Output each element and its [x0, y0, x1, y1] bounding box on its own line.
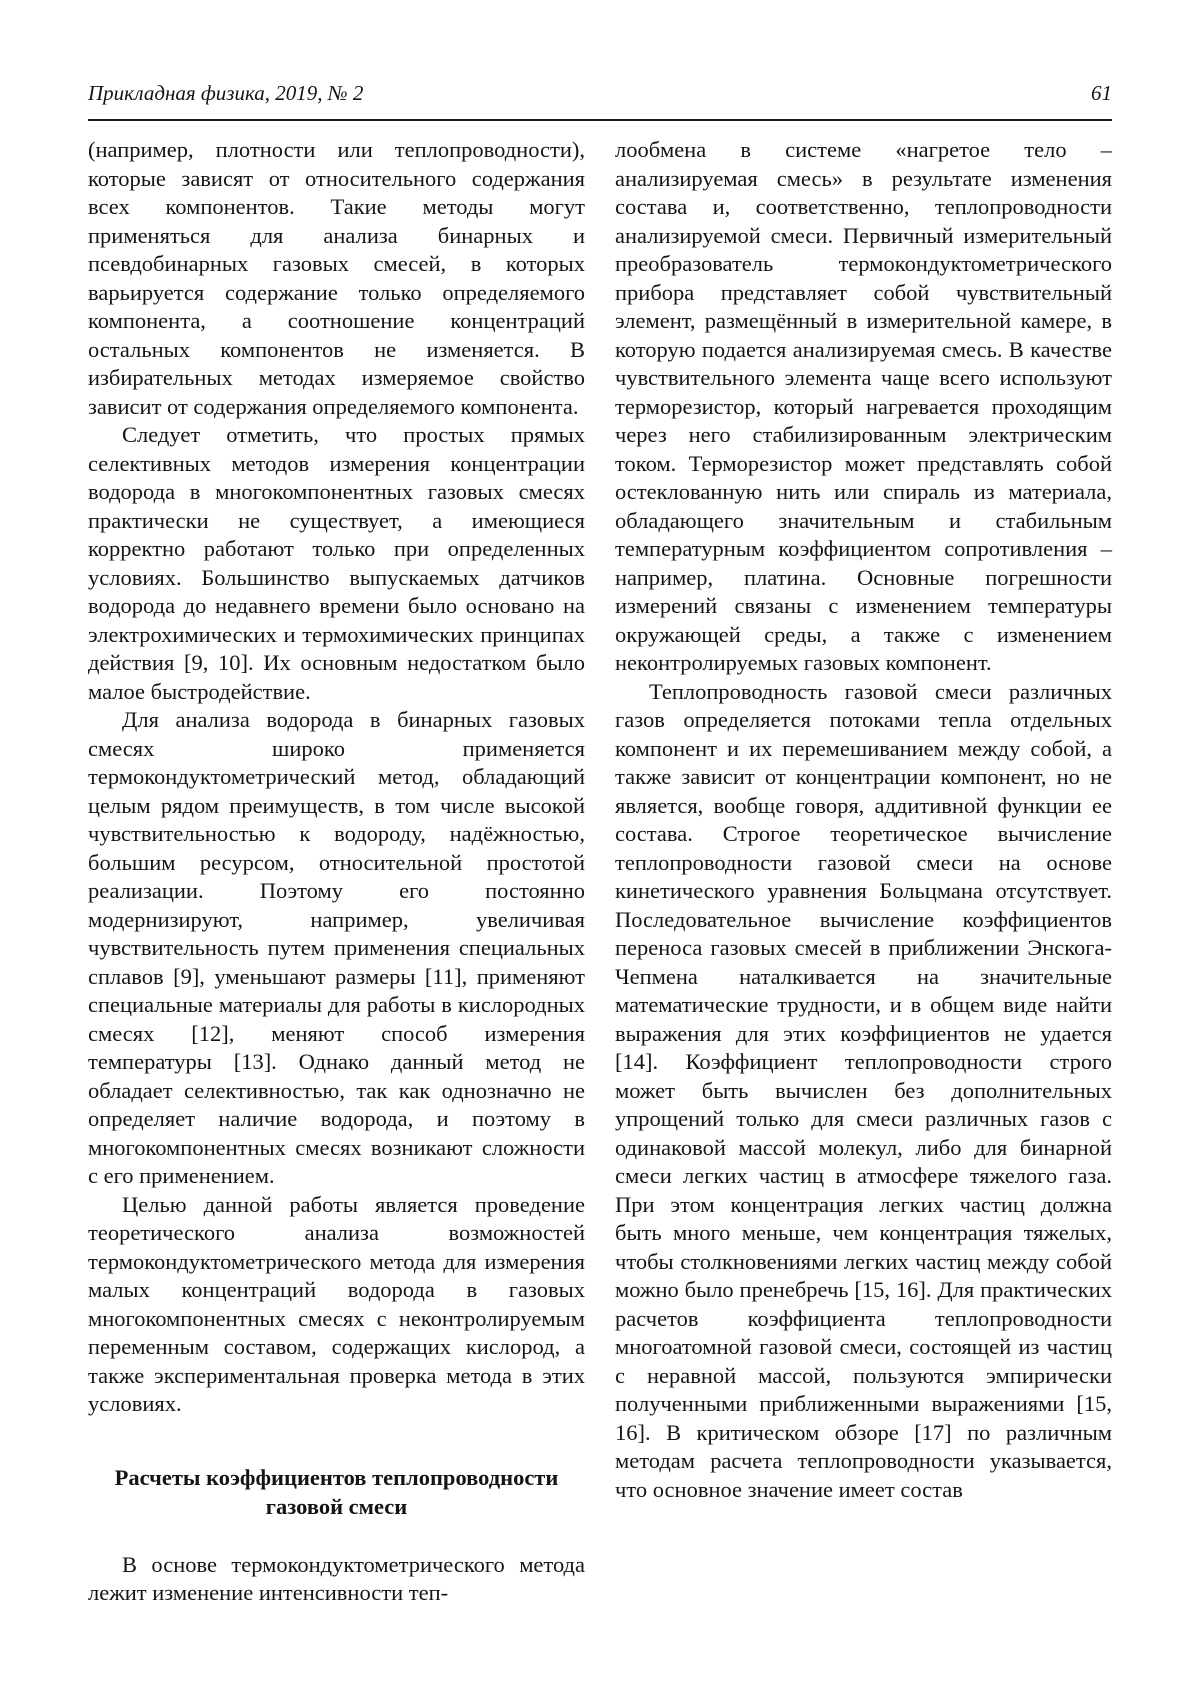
paragraph-continuation: лообмена в системе «нагретое тело – анализируемая смесь» в результате изменения состава и, соответственно, теплопроводности анализируемой смеси. Первичный измерительный преобразователь термокондуктометрического прибора представляет собой чувствительный элемент, размещённый в измерительной камере, в которую подается анализируемая смесь. В качестве чувствительного элемента чаще всего используют терморезистор, который нагревается проходящим через него стабилизированным электрическим током. Терморезистор может представлять собой остеклованную нить или спираль из материала, обладающего значительным и стабильным температурным коэффициентом сопротивления – например, платина. Основные погрешности измерений связаны с изменением температуры окружающей среды, а также с изменением неконтролируемых газовых компонент. — [615, 137, 1112, 676]
two-column-body — [88, 136, 1112, 1608]
paragraph-continuation: (например, плотности или теплопроводности), которые зависят от относительного содержания всех компонентов. Такие методы могут применяться для анализа бинарных и псевдобинарных газовых смесей, в которых варьируется содержание только определяемого компонента, а соотношение концентраций остальных компонентов не изменяется. В избирательных методах измеряемое свойство зависит от содержания определяемого компонента. — [88, 137, 585, 419]
paragraph: Теплопроводность газовой смеси различных газов определяется потоками тепла отдельных компонент и их перемешиванием между собой, а также зависит от концентрации компонент, но не является, вообще говоря, аддитивной функции ее состава. Строгое теоретическое вычисление теплопроводности газовой смеси на основе кинетического уравнения Больцмана отсутствует. Последовательное вычисление коэффициентов переноса газовых смесей в приближении Энскога-Чепмена наталкивается на значительные математические трудности, и в общем виде найти выражения для этих коэффициентов не удается [14]. Коэффициент теплопроводности строго может быть вычислен без дополнительных упрощений только для смеси различных газов с одинаковой массой молекул, либо для бинарной смеси легких частиц в атмосфере тяжелого газа. При этом концентрация легких частиц должна быть много меньше, чем концентрация тяжелых, чтобы столкновениями легких частиц между собой можно было пренебречь [15, 16]. Для практических расчетов коэффициента теплопроводности многоатомной газовой смеси, состоящей из частиц с неравной массой, пользуются эмпирически полученными приближенными выражениями [15, 16]. В критическом обзоре [17] по различным методам расчета теплопроводности указывается, что основное значение имеет состав — [615, 678, 1112, 1502]
journal-title: Прикладная физика, 2019, № 2 — [88, 81, 364, 105]
paragraph: Следует отметить, что простых прямых селективных методов измерения концентрации водорода в многокомпонентных газовых смесях практически не существует, а имеющиеся корректно работают только при определенных условиях. Большинство выпускаемых датчиков водорода до недавнего времени было основано на электрохимических и термохимических принципах действия [9, 10]. Их основным недостатком было малое быстродействие. — [88, 422, 585, 704]
section-heading: Расчеты коэффициентов теплопроводности газовой смеси — [114, 1464, 559, 1519]
left-column — [88, 136, 585, 1608]
page-header — [88, 80, 1112, 121]
right-column — [615, 136, 1112, 1608]
paragraph: Целью данной работы является проведение теоретического анализа возможностей термокондуктометрического метода для измерения малых концентраций водорода в газовых многокомпонентных смесях с неконтролируемым переменным составом, содержащих кислород, а также экспериментальная проверка метода в этих условиях. — [88, 1191, 585, 1417]
paragraph: Для анализа водорода в бинарных газовых смесях широко применяется термокондуктометрический метод, обладающий целым рядом преимуществ, в том числе высокой чувствительностью к водороду, надёжностью, большим ресурсом, относительной простотой реализации. Поэтому его постоянно модернизируют, например, увеличивая чувствительность путем применения специальных сплавов [9], уменьшают размеры [11], применяют специальные материалы для работы в кислородных смесях [12], меняют способ измерения температуры [13]. Однако данный метод не обладает селективностью, так как однозначно не определяет наличие водорода, и поэтому в многокомпонентных смесях возникают сложности с его применением. — [88, 707, 585, 1189]
page-number: 61 — [1091, 81, 1112, 105]
paragraph: В основе термокондуктометрического метода лежит изменение интенсивности теп- — [88, 1551, 585, 1606]
